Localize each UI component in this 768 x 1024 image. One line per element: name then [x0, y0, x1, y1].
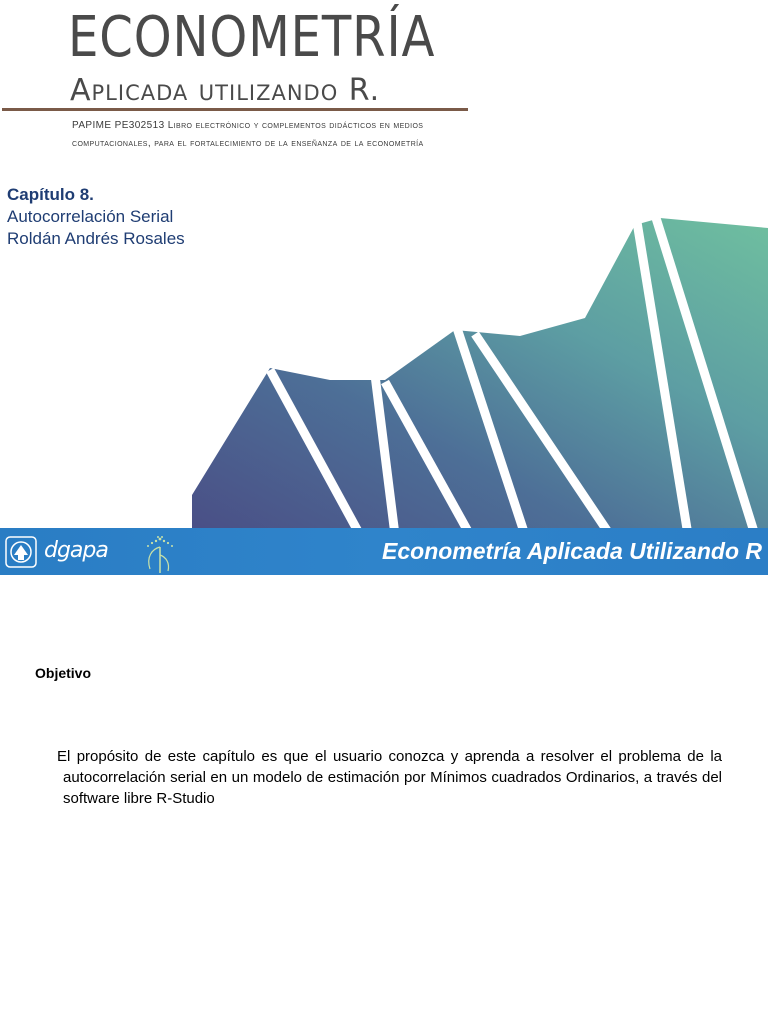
- banner-title: Econometría Aplicada Utilizando R: [382, 538, 762, 564]
- book-title: ECONOMETRÍA: [68, 5, 436, 70]
- dgapa-logo: dgapa: [44, 538, 108, 563]
- objective-text: El propósito de este capítulo es que el usuario conozca y aprenda a resolver el problema de la autocorrelación serial en un modelo de estimación por Mínimos cuadrados Ordinarios, a través del software libre R-Studio: [57, 748, 722, 807]
- unam-seal-icon: [4, 535, 38, 569]
- chapter-topic: Autocorrelación Serial: [7, 207, 174, 227]
- chapter-number: Capítulo 8.: [7, 185, 94, 204]
- book-subtitle: Aplicada utilizando R.: [70, 73, 381, 108]
- footer-banner: [0, 528, 768, 575]
- section-heading: Objetivo: [35, 665, 92, 681]
- objective-paragraph: [57, 746, 722, 809]
- mountain-graphic: [0, 210, 768, 530]
- title-divider: [2, 108, 468, 111]
- plant-logo-icon: [138, 531, 182, 575]
- papime-caption: PAPIME PE302513 Libro electrónico y complementos didácticos en medios computacionales, para el fortalecimiento de la enseñanza de la econometría: [72, 120, 424, 149]
- chapter-author: Roldán Andrés Rosales: [7, 229, 185, 249]
